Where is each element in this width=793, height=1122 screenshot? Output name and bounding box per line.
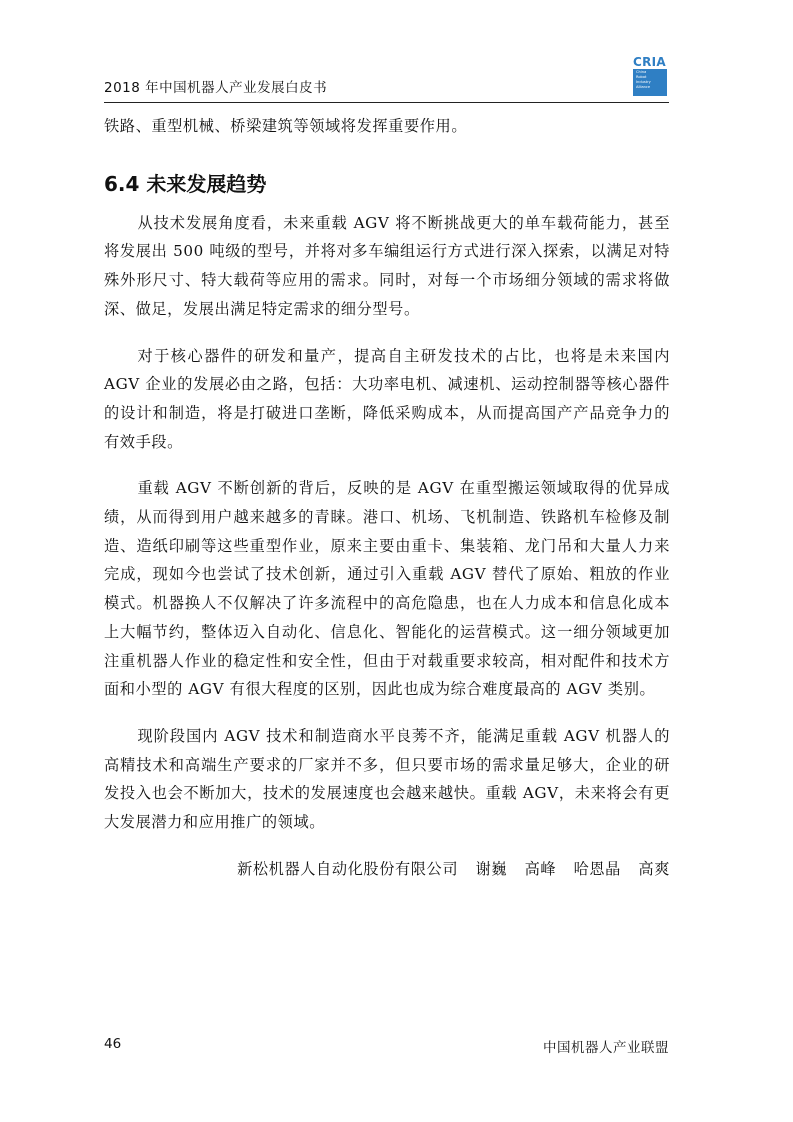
continued-text: 铁路、重型机械、桥梁建筑等领域将发挥重要作用。 bbox=[104, 117, 468, 135]
page-header bbox=[104, 55, 669, 103]
signature-author: 谢巍 bbox=[475, 859, 508, 878]
page-content bbox=[104, 112, 670, 883]
signature-company: 新松机器人自动化股份有限公司 bbox=[237, 859, 459, 878]
logo-wordmark: CRIA bbox=[633, 55, 666, 69]
cria-logo bbox=[633, 56, 669, 96]
paragraph-heavy-agv-applications: 重载 AGV 不断创新的背后，反映的是 AGV 在重型搬运领域取得的优异成绩，从而得到用户越来越多的青睐。港口、机场、飞机制造、铁路机车检修及制造、造纸印刷等这些重型作业，原来主要由重卡、集装箱、龙门吊和大量人力来完成，现如今也尝试了技术创新，通过引入重载 AGV 替代了原始、粗放的作业模式。机器换人不仅解决了许多流程中的高危隐患，也在人力成本和信息化成本上大幅节约，整体迈入自动化、信息化、智能化的运营模式。这一细分领域更加注重机器人作业的稳定性和安全性，但由于对载重要求较高，相对配件和技术方面和小型的 AGV 有很大程度的区别，因此也成为综合难度最高的 AGV 类别。 bbox=[104, 479, 670, 699]
section-heading: 6.4 未来发展趋势 bbox=[104, 171, 267, 196]
document-title: 2018 年中国机器人产业发展白皮书 bbox=[104, 80, 328, 96]
footer-organization: 中国机器人产业联盟 bbox=[543, 1040, 669, 1056]
paragraph-technology-trend: 从技术发展角度看，未来重载 AGV 将不断挑战更大的单车载荷能力，甚至将发展出 500 吨级的型号，并将对多车编组运行方式进行深入探索，以满足对特殊外形尺寸、特大载荷等应用的需求。同时，对每一个市场细分领域的需求将做深、做足，发展出满足特定需求的细分型号。 bbox=[104, 213, 670, 318]
paragraph-current-stage: 现阶段国内 AGV 技术和制造商水平良莠不齐，能满足重载 AGV 机器人的高精技术和高端生产要求的厂家并不多，但只要市场的需求量足够大，企业的研发投入也会不断加大，技术的发展速度也会越来越快。重载 AGV，未来将会有更大发展潜力和应用推广的领域。 bbox=[104, 726, 670, 832]
signature-author: 哈恩晶 bbox=[573, 859, 621, 878]
paragraph-core-components: 对于核心器件的研发和量产，提高自主研发技术的占比，也将是未来国内 AGV 企业的发展必由之路，包括：大功率电机、减速机、运动控制器等核心器件的设计和制造，将是打破进口垄断，降低采购成本，从而提高国产产品竞争力的有效手段。 bbox=[104, 346, 670, 451]
logo-block bbox=[633, 69, 667, 96]
logo-subtitle: China Robot Industry Alliance bbox=[636, 70, 651, 89]
signature-author: 高爽 bbox=[638, 859, 670, 878]
author-signature bbox=[104, 855, 670, 883]
page-footer bbox=[104, 1036, 669, 1058]
page-number: 46 bbox=[104, 1036, 122, 1052]
signature-author: 高峰 bbox=[524, 859, 557, 878]
